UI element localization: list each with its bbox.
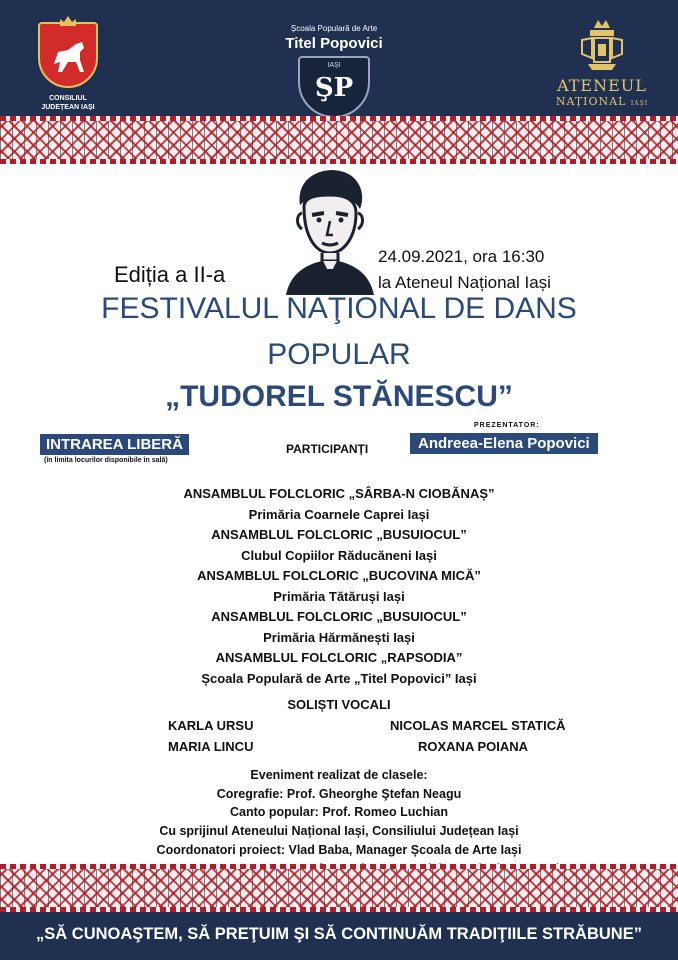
presenter-label: PREZENTATOR: <box>474 422 540 429</box>
athenaeum-crown-emblem-icon <box>578 18 626 72</box>
school-monogram-badge-icon: IAȘI ŞP <box>298 56 370 118</box>
soloist-name: ROXANA POIANA <box>418 739 529 754</box>
athenaeum-city: IAȘI <box>630 100 649 107</box>
credits-line: Eveniment realizat de clasele: <box>250 768 428 782</box>
participants-list <box>0 484 678 689</box>
festival-title-line3: „TUDOREL STĂNESCU” <box>165 380 513 413</box>
event-date-time: 24.09.2021, ora 16:30 <box>378 247 545 266</box>
header-bar <box>0 0 678 118</box>
portrait-illustration <box>282 165 378 295</box>
presenter-name-badge: Andreea-Elena Popovici <box>410 433 598 454</box>
county-horse-crest-icon <box>38 22 98 88</box>
county-council-name: CONSILIUL JUDEȚEAN IAȘI <box>41 95 95 111</box>
school-name: Titel Popovici <box>285 35 383 52</box>
list-item: Primăria Hărmănești Iași <box>263 629 415 645</box>
credits-line: Cu sprijinul Ateneului Național Iași, Consiliului Județean Iași <box>159 824 519 839</box>
event-venue: la Ateneul Național Iași <box>378 273 551 292</box>
footer-slogan: „SĂ CUNOAŞTEM, SĂ PREŢUIM ŞI SĂ CONTINUĂM TRADIŢIILE STRĂBUNE” <box>36 925 642 943</box>
credits-line: Canto popular: Prof. Romeo Luchian <box>229 805 449 820</box>
embroidery-band-bottom <box>0 864 678 912</box>
free-entry-note: (în limita locurilor disponibile în sală) <box>44 457 168 464</box>
list-item: ANSAMBLUL FOLCLORIC „BUSUIOCUL” <box>211 527 467 542</box>
list-item: Școala Populară de Arte „Titel Popovici” Iași <box>201 670 477 686</box>
credits-block <box>0 766 678 878</box>
list-item: Primăria Tătăruși Iași <box>273 588 405 604</box>
list-item: ANSAMBLUL FOLCLORIC „RAPSODIA” <box>215 650 463 665</box>
school-logo <box>278 24 390 118</box>
edition-label: Ediția a II-a <box>114 262 226 287</box>
list-item: Primăria Coarnele Caprei Iași <box>248 506 430 522</box>
credits-line: Coordonatori proiect: Vlad Baba, Manager Școala de Arte Iași <box>156 842 522 857</box>
festival-title-line1: FESTIVALUL NAŢIONAL DE DANS <box>101 292 577 325</box>
athenaeum-subtitle: NAȚIONAL IAȘI <box>555 95 649 108</box>
soloist-name: KARLA URSU <box>168 718 254 733</box>
list-item: ANSAMBLUL FOLCLORIC „BUSUIOCUL” <box>211 609 467 624</box>
free-entry-badge: INTRAREA LIBERĂ <box>40 434 189 455</box>
list-item: Clubul Copiilor Răducăneni Iași <box>241 547 437 563</box>
school-top-label: Școala Populară de Arte <box>290 24 378 33</box>
soloists-heading: SOLIȘTI VOCALI <box>287 697 391 712</box>
soloist-name: NICOLAS MARCEL STATICĂ <box>390 718 566 733</box>
list-item: ANSAMBLUL FOLCLORIC „BUCOVINA MICĂ” <box>197 568 481 583</box>
soloist-name: MARIA LINCU <box>168 739 254 754</box>
credits-line: Coregrafie: Prof. Gheorghe Ştefan Neagu <box>216 786 462 801</box>
county-council-logo <box>30 22 106 112</box>
athenaeum-logo <box>552 18 652 108</box>
list-item: ANSAMBLUL FOLCLORIC „SÂRBA-N CIOBĂNAȘ” <box>183 486 495 501</box>
embroidery-band-top <box>0 116 678 164</box>
participants-heading: PARTICIPANȚI <box>286 442 369 456</box>
school-city: IAȘI <box>327 62 341 69</box>
festival-title-line2: POPULAR <box>267 338 411 371</box>
athenaeum-name: ATENEUL <box>557 76 647 95</box>
event-date-venue <box>378 244 551 296</box>
